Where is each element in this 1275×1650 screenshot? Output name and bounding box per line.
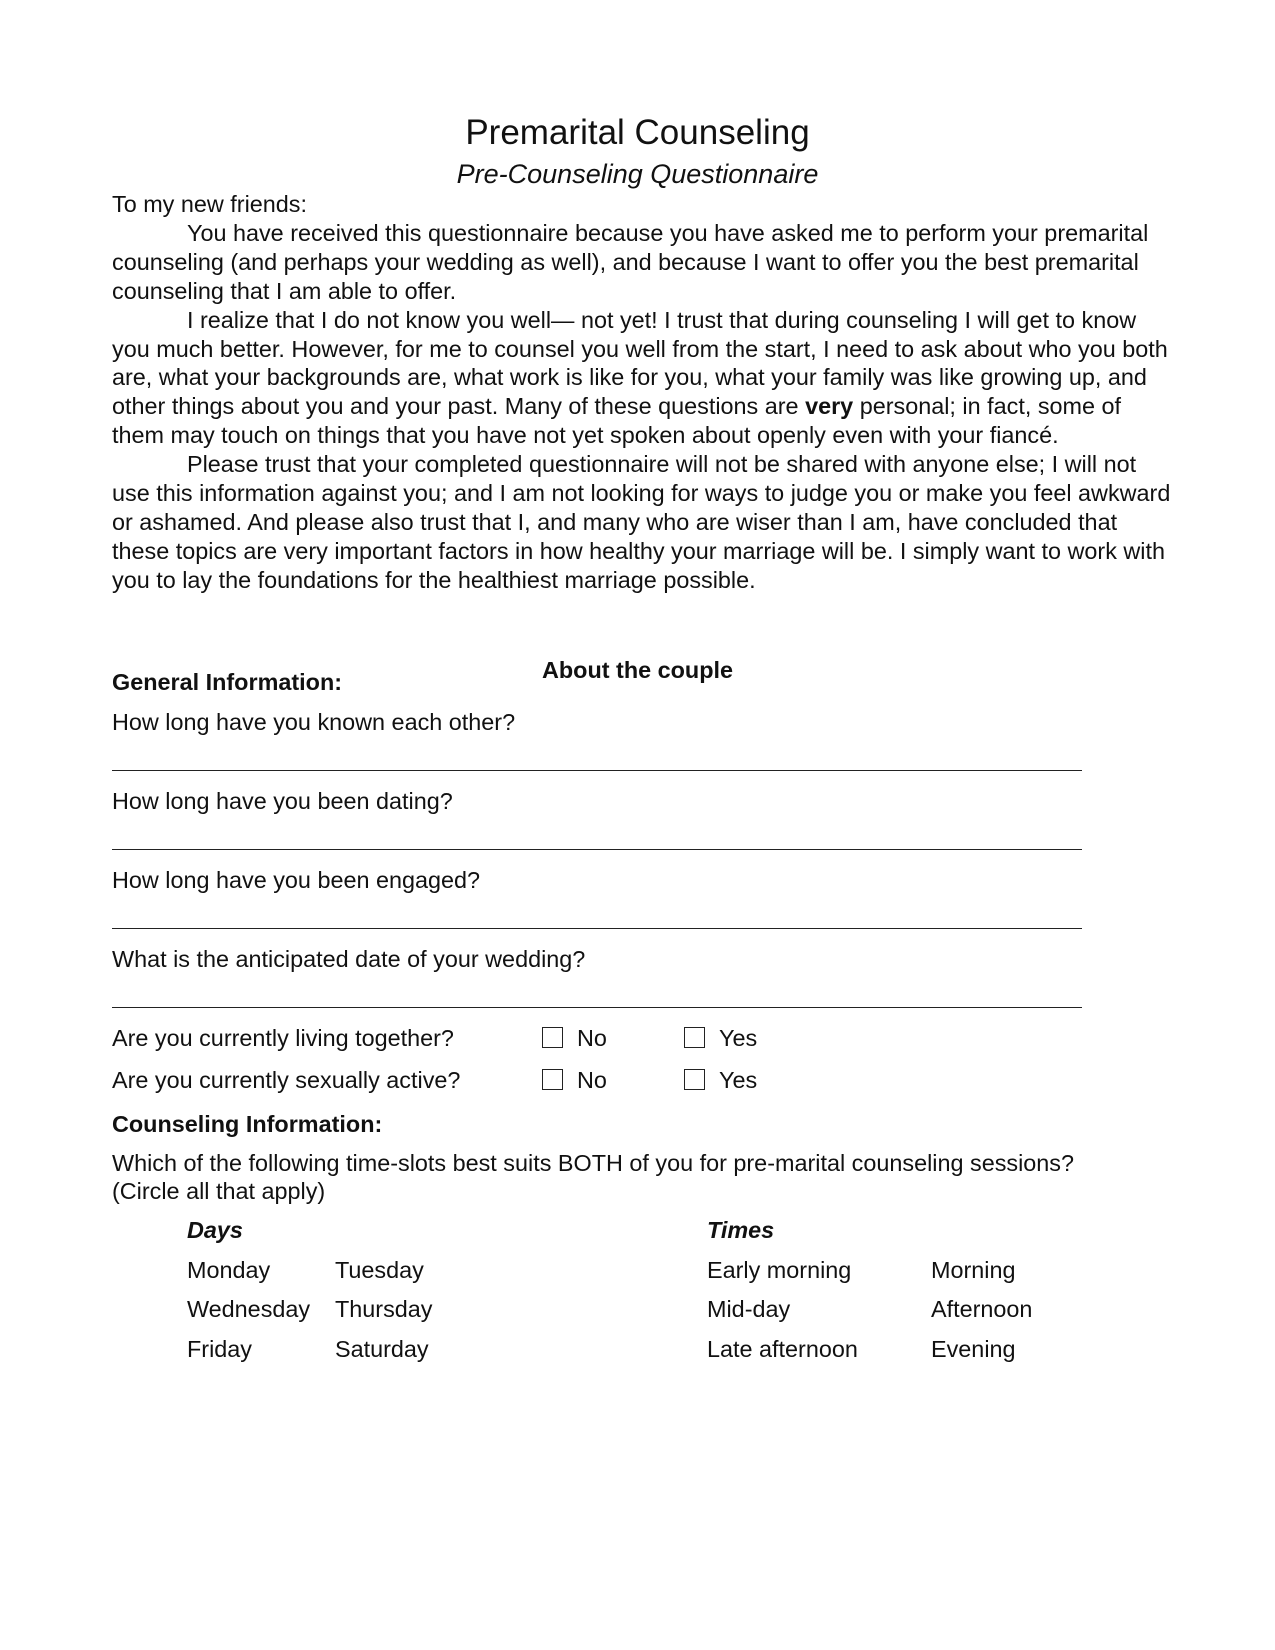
day-option[interactable]: Monday xyxy=(187,1257,271,1283)
timeslot-instruction: (Circle all that apply) xyxy=(112,1178,326,1204)
intro-paragraph-2-end: personal; in fact, some of them may touch on things that you have not yet spoken about openly even with your fiancé. xyxy=(112,393,1122,449)
intro-paragraph-1: You have received this questionnaire because you have asked me to perform your premarital counseling (and perhaps your wedding as well), and because I want to offer you the best premarital counseling that I am able to offer. xyxy=(112,219,1149,304)
answer-line-known[interactable] xyxy=(112,770,1082,771)
living-together-yes-checkbox[interactable] xyxy=(684,1027,705,1048)
question-wedding-date: What is the anticipated date of your wedding? xyxy=(112,946,586,972)
living-together-question: Are you currently living together? xyxy=(112,1025,454,1051)
question-dating: How long have you been dating? xyxy=(112,788,453,814)
counseling-info-heading: Counseling Information: xyxy=(112,1111,383,1137)
sexually-active-no-checkbox[interactable] xyxy=(542,1069,563,1090)
sexually-active-no-label: No xyxy=(577,1067,607,1093)
times-heading: Times xyxy=(707,1217,775,1243)
sexually-active-question: Are you currently sexually active? xyxy=(112,1067,461,1093)
document-subtitle: Pre-Counseling Questionnaire xyxy=(456,159,819,189)
living-together-no-label: No xyxy=(577,1025,607,1051)
day-option[interactable]: Saturday xyxy=(335,1336,429,1362)
about-couple-heading: About the couple xyxy=(541,657,733,683)
living-together-no-checkbox[interactable] xyxy=(542,1027,563,1048)
intro-letter xyxy=(112,190,1172,595)
sexually-active-yes-label: Yes xyxy=(719,1067,758,1093)
time-option[interactable]: Afternoon xyxy=(931,1296,1033,1322)
time-option[interactable]: Early morning xyxy=(707,1257,852,1283)
day-option[interactable]: Tuesday xyxy=(335,1257,424,1283)
day-option[interactable]: Wednesday xyxy=(187,1296,311,1322)
living-together-row xyxy=(112,1023,1012,1053)
days-heading: Days xyxy=(187,1217,243,1243)
general-info-heading: General Information: xyxy=(112,669,343,695)
time-option[interactable]: Late afternoon xyxy=(707,1336,858,1362)
document-title: Premarital Counseling xyxy=(465,113,810,152)
answer-line-engaged[interactable] xyxy=(112,928,1082,929)
time-option[interactable]: Mid-day xyxy=(707,1296,791,1322)
intro-paragraph-2-start: I realize that I do not know you well— not yet! I trust that during counseling I will get to know you much better. However, for me to counsel you well from the start, I need to ask about who you both are, what your backgrounds are, what work is like for you, what your family was like growing up, and other things about you and your past. Many of these questions are xyxy=(112,306,1168,420)
emphasis-very: very xyxy=(805,393,854,420)
question-engaged: How long have you been engaged? xyxy=(112,867,481,893)
question-known-each-other: How long have you known each other? xyxy=(112,709,516,735)
time-option[interactable]: Morning xyxy=(931,1257,1016,1283)
day-option[interactable]: Friday xyxy=(187,1336,252,1362)
sexually-active-row xyxy=(112,1065,1012,1095)
time-option[interactable]: Evening xyxy=(931,1336,1016,1362)
answer-line-wedding-date[interactable] xyxy=(112,1007,1082,1008)
day-option[interactable]: Thursday xyxy=(335,1296,433,1322)
living-together-yes-label: Yes xyxy=(719,1025,758,1051)
timeslot-question: Which of the following time-slots best suits BOTH of you for pre-marital counseling sessions? xyxy=(112,1150,1075,1176)
intro-paragraph-3: Please trust that your completed questionnaire will not be shared with anyone else; I will not use this information against you; and I am not looking for ways to judge you or make you feel awkward or ashamed. And please also trust that I, and many who are wiser than I am, have concluded that these topics are very important factors in how healthy your marriage will be. I simply want to work with you to lay the foundations for the healthiest marriage possible. xyxy=(112,451,1171,593)
answer-line-dating[interactable] xyxy=(112,849,1082,850)
intro-paragraph-2 xyxy=(112,306,1172,451)
greeting: To my new friends: xyxy=(112,191,307,217)
sexually-active-yes-checkbox[interactable] xyxy=(684,1069,705,1090)
